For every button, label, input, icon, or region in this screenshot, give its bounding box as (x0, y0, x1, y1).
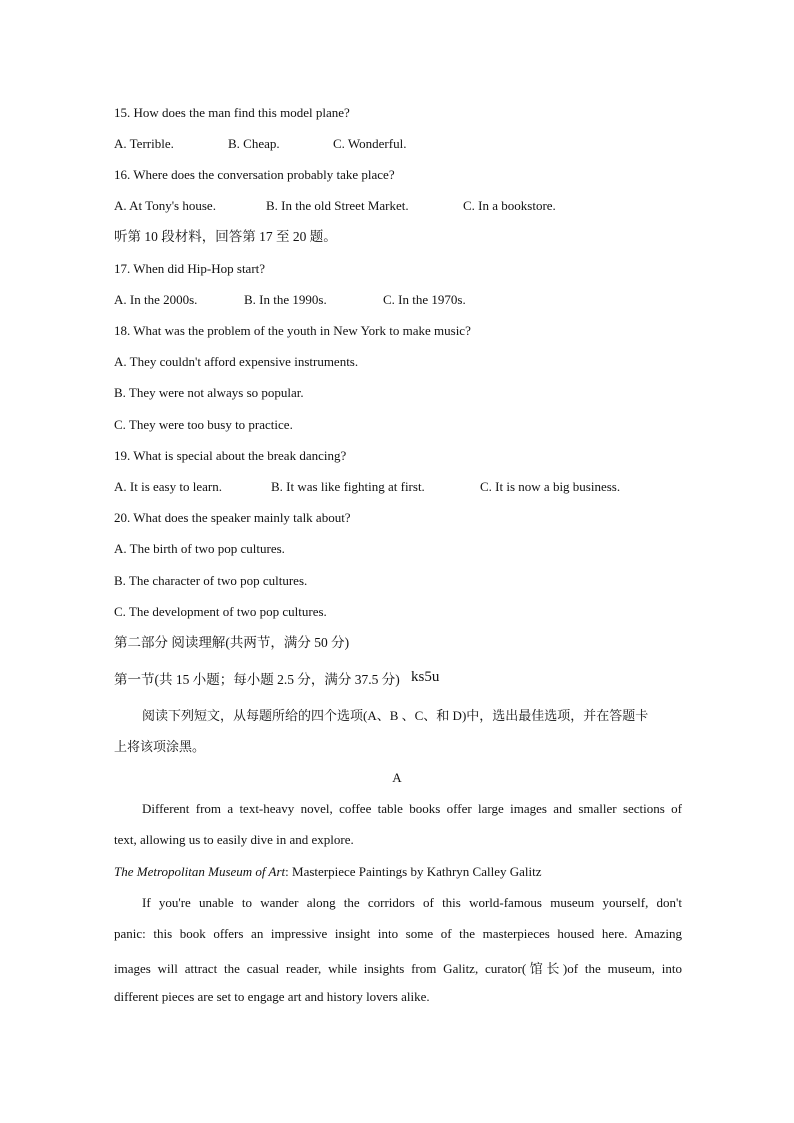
question-20-stem: 20. What does the speaker mainly talk about? (114, 510, 351, 525)
question-19-option-b: B. It was like fighting at first. (271, 479, 425, 494)
question-20-option-b: B. The character of two pop cultures. (114, 573, 308, 588)
question-18-stem: 18. What was the problem of the youth in New York to make music? (114, 323, 471, 338)
part-2-title: 第二部分 阅读理解(共两节，满分 50 分) (114, 635, 350, 650)
question-17-option-b: B. In the 1990s. (244, 292, 327, 307)
question-17-option-a: A. In the 2000s. (114, 292, 198, 307)
book-1-title: The Metropolitan Museum of Art (114, 864, 286, 879)
question-15-option-c: C. Wonderful. (333, 136, 407, 151)
passage-label: A (392, 770, 402, 785)
reading-instruction-line-2: 上将该项涂黑。 (114, 739, 206, 754)
book-1-line-1: If you're unable to wander along the corridors of this world-famous museum yourself, don't (142, 895, 682, 910)
question-18-option-a: A. They couldn't afford expensive instruments. (114, 354, 359, 369)
question-18-option-b: B. They were not always so popular. (114, 385, 304, 400)
intro-line-1: Different from a text-heavy novel, coffee table books offer large images and smaller sections of (142, 801, 682, 816)
section-10-instruction: 听第 10 段材料，回答第 17 至 20 题。 (114, 229, 337, 244)
book-1-subtitle: : Masterpiece Paintings by Kathryn Calley Galitz (285, 864, 542, 879)
book-1-line-4: different pieces are set to engage art and history lovers alike. (114, 989, 430, 1004)
question-20-option-c: C. The development of two pop cultures. (114, 604, 327, 619)
book-1-line-3: images will attract the casual reader, while insights from Galitz, curator(馆长)of the museum, into (114, 961, 682, 976)
question-15-stem: 15. How does the man find this model plane? (114, 105, 350, 120)
section-1-title: 第一节(共 15 小题；每小题 2.5 分，满分 37.5 分) (114, 672, 400, 687)
question-19-stem: 19. What is special about the break dancing? (114, 448, 347, 463)
reading-instruction-line-1: 阅读下列短文，从每题所给的四个选项(A、B 、C、和 D)中，选出最佳选项，并在答题卡 (142, 708, 649, 723)
question-19-option-c: C. It is now a big business. (480, 479, 621, 494)
question-16-stem: 16. Where does the conversation probably take place? (114, 167, 395, 182)
question-16-option-b: B. In the old Street Market. (266, 198, 409, 213)
question-17-stem: 17. When did Hip-Hop start? (114, 261, 266, 276)
question-15-option-a: A. Terrible. (114, 136, 174, 151)
question-17-option-c: C. In the 1970s. (383, 292, 466, 307)
book-1-line-2: panic: this book offers an impressive insight into some of the masterpieces housed here. Amazing (114, 926, 682, 941)
question-16-option-c: C. In a bookstore. (463, 198, 556, 213)
intro-line-2: text, allowing us to easily dive in and explore. (114, 832, 354, 847)
question-18-option-c: C. They were too busy to practice. (114, 417, 293, 432)
book-1-heading (114, 864, 542, 880)
question-20-option-a: A. The birth of two pop cultures. (114, 541, 285, 556)
question-15-option-b: B. Cheap. (228, 136, 280, 151)
question-19-option-a: A. It is easy to learn. (114, 479, 222, 494)
question-16-option-a: A. At Tony's house. (114, 198, 216, 213)
watermark-text: ks5u (411, 669, 440, 685)
